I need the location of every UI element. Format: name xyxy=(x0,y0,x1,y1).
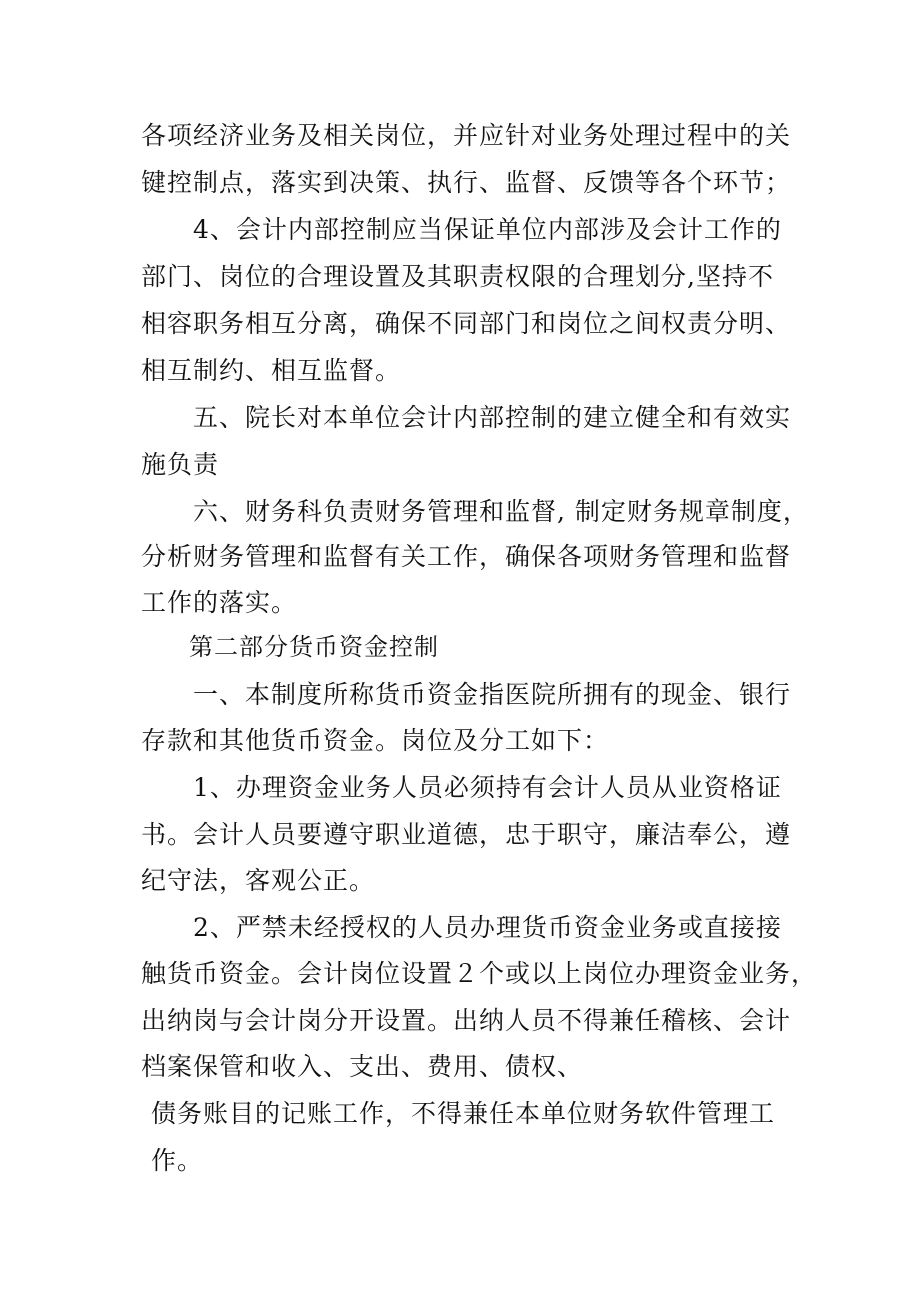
section-heading: 第二部分货币资金控制 xyxy=(189,633,439,661)
paragraph-line: 工作的落实。 xyxy=(141,588,298,617)
paragraph-line: 触货币资金。会计岗位设置２个或以上岗位办理资金业务， xyxy=(141,959,818,988)
paragraph-line: 一、本制度所称货币资金指医院所拥有的现金、银行 xyxy=(193,680,792,709)
paragraph-line: 分析财务管理和监督有关工作，确保各项财务管理和监督 xyxy=(141,542,792,571)
paragraph-line: 债务账目的记账工作，不得兼任本单位财务软件管理工 xyxy=(151,1099,776,1128)
paragraph-line: 出纳岗与会计岗分开设置。出纳人员不得兼任稽核、会计 xyxy=(141,1006,792,1035)
paragraph-line: 键控制点，落实到决策、执行、监督、反馈等各个环节； xyxy=(141,168,792,197)
paragraph-line: 存款和其他货币资金。岗位及分工如下： xyxy=(141,726,610,755)
paragraph-line: 六、财务科负责财务管理和监督, 制定财务规章制度， xyxy=(193,497,809,526)
paragraph-line: 相容职务相互分离，确保不同部门和岗位之间权责分明、 xyxy=(141,309,792,338)
paragraph-line: 4、会计内部控制应当保证单位内部涉及会计工作的 xyxy=(193,215,782,244)
paragraph-line: 1、办理资金业务人员必须持有会计人员从业资格证 xyxy=(193,773,782,802)
paragraph-line: 相互制约、相互监督。 xyxy=(141,356,402,385)
paragraph-line: 纪守法，客观公正。 xyxy=(141,866,376,895)
paragraph-line: 部门、岗位的合理设置及其职责权限的合理划分,坚持不 xyxy=(141,262,774,291)
paragraph-line: 档案保管和收入、支出、费用、债权、 xyxy=(141,1052,584,1081)
paragraph-line: 作。 xyxy=(151,1146,204,1175)
paragraph-line: 书。会计人员要遵守职业道德，忠于职守，廉洁奉公，遵 xyxy=(141,820,792,849)
paragraph-line: 2、严禁未经授权的人员办理货币资金业务或直接接 xyxy=(193,913,782,942)
paragraph-line: 施负责 xyxy=(141,450,220,479)
paragraph-line: 五、院长对本单位会计内部控制的建立健全和有效实 xyxy=(193,403,792,432)
paragraph-line: 各项经济业务及相关岗位，并应针对业务处理过程中的关 xyxy=(141,121,792,150)
